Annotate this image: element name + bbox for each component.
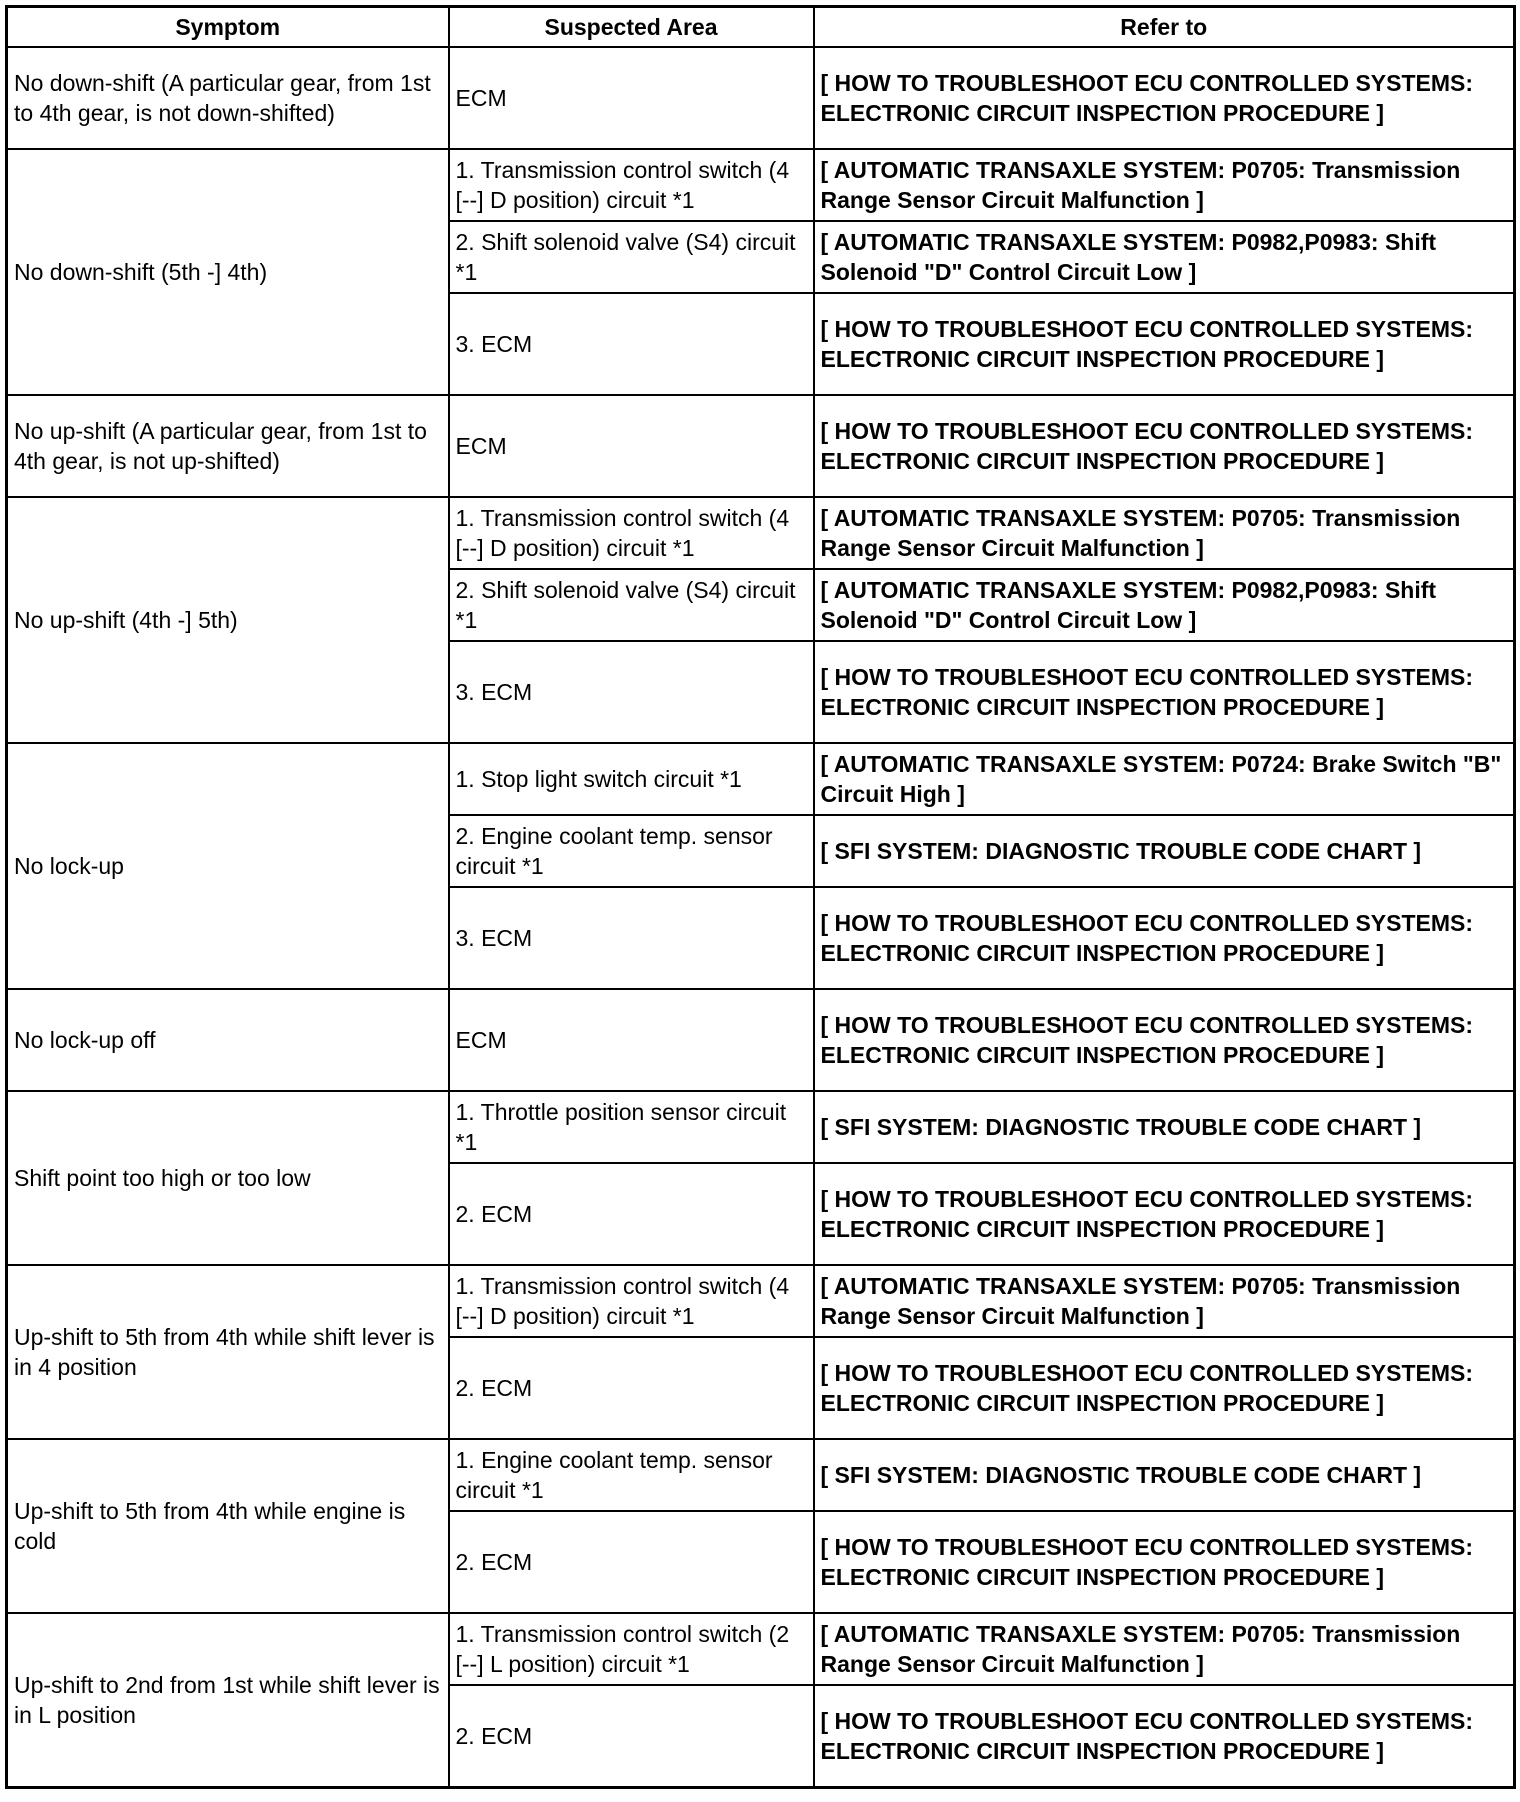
suspected-area-cell: ECM xyxy=(449,47,814,149)
refer-to-link[interactable]: [ AUTOMATIC TRANSAXLE SYSTEM: P0705: Transmission Range Sensor Circuit Malfunction ] xyxy=(814,1265,1515,1337)
table-row xyxy=(7,1265,1515,1337)
table-row xyxy=(7,1091,1515,1163)
suspected-area-cell: 2. ECM xyxy=(449,1685,814,1787)
suspected-area-cell: 1. Transmission control switch (4 [--] D position) circuit *1 xyxy=(449,149,814,221)
suspected-area-cell: 3. ECM xyxy=(449,293,814,395)
refer-to-link[interactable]: [ HOW TO TROUBLESHOOT ECU CONTROLLED SYSTEMS: ELECTRONIC CIRCUIT INSPECTION PROCEDURE ] xyxy=(814,641,1515,743)
suspected-area-cell: 1. Throttle position sensor circuit *1 xyxy=(449,1091,814,1163)
table-row xyxy=(7,47,1515,149)
table-row xyxy=(7,1439,1515,1511)
refer-to-link[interactable]: [ SFI SYSTEM: DIAGNOSTIC TROUBLE CODE CHART ] xyxy=(814,1091,1515,1163)
table-row xyxy=(7,989,1515,1091)
refer-to-link[interactable]: [ HOW TO TROUBLESHOOT ECU CONTROLLED SYSTEMS: ELECTRONIC CIRCUIT INSPECTION PROCEDURE ] xyxy=(814,293,1515,395)
refer-to-link[interactable]: [ AUTOMATIC TRANSAXLE SYSTEM: P0705: Transmission Range Sensor Circuit Malfunction ] xyxy=(814,149,1515,221)
suspected-area-cell: 2. Shift solenoid valve (S4) circuit *1 xyxy=(449,221,814,293)
suspected-area-cell: 2. ECM xyxy=(449,1337,814,1439)
suspected-area-cell: 2. Engine coolant temp. sensor circuit *1 xyxy=(449,815,814,887)
header-suspected-area: Suspected Area xyxy=(449,7,814,48)
suspected-area-cell: 1. Transmission control switch (2 [--] L position) circuit *1 xyxy=(449,1613,814,1685)
suspected-area-cell: 3. ECM xyxy=(449,641,814,743)
refer-to-link[interactable]: [ HOW TO TROUBLESHOOT ECU CONTROLLED SYSTEMS: ELECTRONIC CIRCUIT INSPECTION PROCEDURE ] xyxy=(814,1685,1515,1787)
symptom-cell: No up-shift (4th -] 5th) xyxy=(7,497,449,743)
table-row xyxy=(7,497,1515,569)
refer-to-link[interactable]: [ AUTOMATIC TRANSAXLE SYSTEM: P0724: Brake Switch "B" Circuit High ] xyxy=(814,743,1515,815)
table-row xyxy=(7,1613,1515,1685)
refer-to-link[interactable]: [ SFI SYSTEM: DIAGNOSTIC TROUBLE CODE CHART ] xyxy=(814,815,1515,887)
symptom-cell: No down-shift (5th -] 4th) xyxy=(7,149,449,395)
suspected-area-cell: ECM xyxy=(449,395,814,497)
table-row xyxy=(7,395,1515,497)
refer-to-link[interactable]: [ AUTOMATIC TRANSAXLE SYSTEM: P0982,P0983: Shift Solenoid "D" Control Circuit Low ] xyxy=(814,569,1515,641)
symptom-cell: Up-shift to 5th from 4th while shift lever is in 4 position xyxy=(7,1265,449,1439)
suspected-area-cell: 1. Stop light switch circuit *1 xyxy=(449,743,814,815)
symptom-cell: No lock-up xyxy=(7,743,449,989)
refer-to-link[interactable]: [ HOW TO TROUBLESHOOT ECU CONTROLLED SYSTEMS: ELECTRONIC CIRCUIT INSPECTION PROCEDURE ] xyxy=(814,989,1515,1091)
symptom-cell: Shift point too high or too low xyxy=(7,1091,449,1265)
table-body xyxy=(7,47,1515,1787)
symptom-cell: Up-shift to 2nd from 1st while shift lever is in L position xyxy=(7,1613,449,1787)
symptom-cell: No lock-up off xyxy=(7,989,449,1091)
suspected-area-cell: 1. Transmission control switch (4 [--] D position) circuit *1 xyxy=(449,497,814,569)
refer-to-link[interactable]: [ AUTOMATIC TRANSAXLE SYSTEM: P0982,P0983: Shift Solenoid "D" Control Circuit Low ] xyxy=(814,221,1515,293)
suspected-area-cell: 3. ECM xyxy=(449,887,814,989)
symptom-cell: Up-shift to 5th from 4th while engine is cold xyxy=(7,1439,449,1613)
troubleshooting-table xyxy=(5,5,1516,1789)
suspected-area-cell: 2. Shift solenoid valve (S4) circuit *1 xyxy=(449,569,814,641)
refer-to-link[interactable]: [ SFI SYSTEM: DIAGNOSTIC TROUBLE CODE CHART ] xyxy=(814,1439,1515,1511)
header-row xyxy=(7,7,1515,48)
refer-to-link[interactable]: [ HOW TO TROUBLESHOOT ECU CONTROLLED SYSTEMS: ELECTRONIC CIRCUIT INSPECTION PROCEDURE ] xyxy=(814,887,1515,989)
header-refer-to: Refer to xyxy=(814,7,1515,48)
suspected-area-cell: 2. ECM xyxy=(449,1511,814,1613)
refer-to-link[interactable]: [ AUTOMATIC TRANSAXLE SYSTEM: P0705: Transmission Range Sensor Circuit Malfunction ] xyxy=(814,497,1515,569)
refer-to-link[interactable]: [ HOW TO TROUBLESHOOT ECU CONTROLLED SYSTEMS: ELECTRONIC CIRCUIT INSPECTION PROCEDURE ] xyxy=(814,47,1515,149)
refer-to-link[interactable]: [ HOW TO TROUBLESHOOT ECU CONTROLLED SYSTEMS: ELECTRONIC CIRCUIT INSPECTION PROCEDURE ] xyxy=(814,1511,1515,1613)
table-row xyxy=(7,743,1515,815)
suspected-area-cell: ECM xyxy=(449,989,814,1091)
refer-to-link[interactable]: [ HOW TO TROUBLESHOOT ECU CONTROLLED SYSTEMS: ELECTRONIC CIRCUIT INSPECTION PROCEDURE ] xyxy=(814,1337,1515,1439)
refer-to-link[interactable]: [ HOW TO TROUBLESHOOT ECU CONTROLLED SYSTEMS: ELECTRONIC CIRCUIT INSPECTION PROCEDURE ] xyxy=(814,395,1515,497)
suspected-area-cell: 1. Transmission control switch (4 [--] D position) circuit *1 xyxy=(449,1265,814,1337)
symptom-cell: No down-shift (A particular gear, from 1st to 4th gear, is not down-shifted) xyxy=(7,47,449,149)
header-symptom: Symptom xyxy=(7,7,449,48)
suspected-area-cell: 2. ECM xyxy=(449,1163,814,1265)
suspected-area-cell: 1. Engine coolant temp. sensor circuit *1 xyxy=(449,1439,814,1511)
table-row xyxy=(7,149,1515,221)
symptom-cell: No up-shift (A particular gear, from 1st to 4th gear, is not up-shifted) xyxy=(7,395,449,497)
refer-to-link[interactable]: [ HOW TO TROUBLESHOOT ECU CONTROLLED SYSTEMS: ELECTRONIC CIRCUIT INSPECTION PROCEDURE ] xyxy=(814,1163,1515,1265)
refer-to-link[interactable]: [ AUTOMATIC TRANSAXLE SYSTEM: P0705: Transmission Range Sensor Circuit Malfunction ] xyxy=(814,1613,1515,1685)
